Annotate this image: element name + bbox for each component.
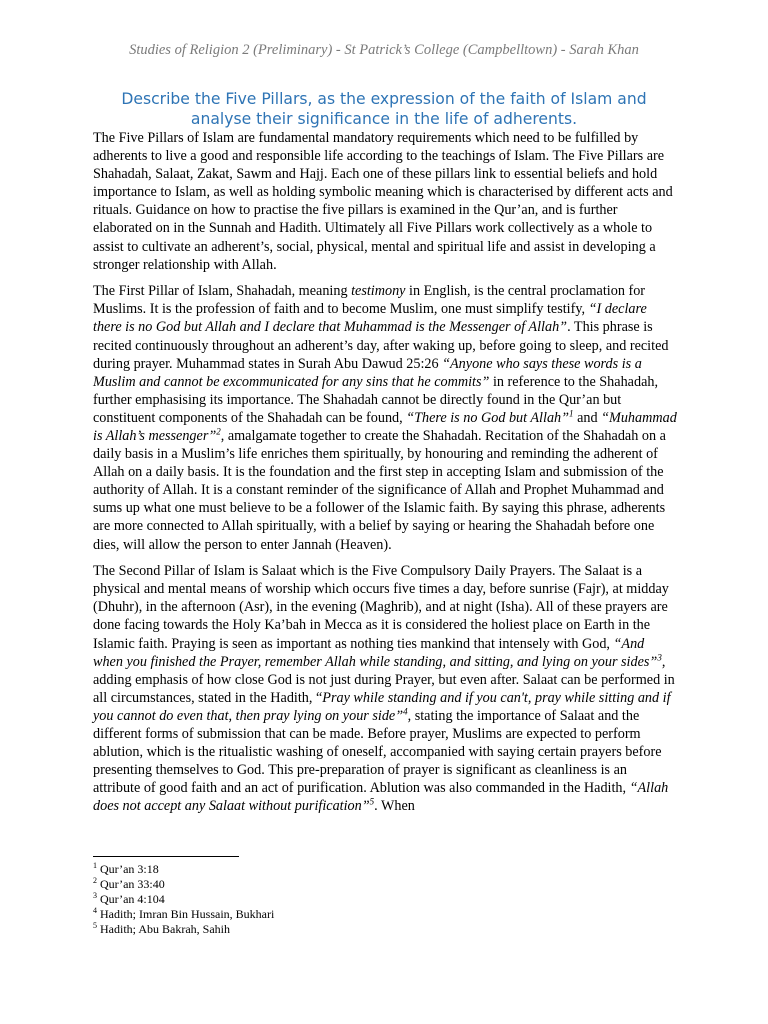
footnote-text: Hadith; Abu Bakrah, Sahih xyxy=(100,922,230,936)
text-run: , adding emphasis of how close God is not just during Prayer, but even after. Salaat can be performed in all circumstances, stated in the Hadith, “ xyxy=(93,653,675,706)
text-run: , amalgamate together to create the Shahadah. Recitation of the Shahadah on a daily basis in a Muslim’s life enriches them spiritually, by honouring and reminding the adherent of Allah on a daily basis. It is the foundation and the first step in accepting Islam and submission of the authority of Allah. It is a constant reminder of the significance of Allah and Prophet Muhammad and sums up what one must believe to be a follower of the Islamic faith. By saying this phrase, adherents are more connected to Allah spiritually, with a belief by saying or hearing the Shahadah before one dies, will allow the person to enter Jannah (Heaven). xyxy=(93,428,666,553)
footnote-ref-number: 3 xyxy=(657,651,662,662)
footnote-ref-number: 4 xyxy=(403,706,408,717)
text-run: and xyxy=(573,409,602,426)
quote-purification: “Allah does not accept any Salaat without purification” xyxy=(93,780,669,815)
footnote-separator xyxy=(93,856,239,857)
footnote-ref-number: 5 xyxy=(369,796,375,807)
quote-shahadah: “I declare there is no God but Allah and I declare that Muhammad is the Messenger of Allah” xyxy=(93,301,647,336)
essay-title-line-2: analyse their significance in the life of adherents. xyxy=(190,110,578,128)
text-run: The Second Pillar of Islam is Salaat which is the Five Compulsory Daily Prayers. The Salaat is a physical and mental means of worship which occurs five times a day, before sunrise (Fajr), at midday (Dhuhr), in the afternoon (Asr), in the evening (Maghrib), and at night (Isha). All of these prayers are done facing towards the Holy Ka’bah in Mecca as it is considered the holiest place on Earth in the Islamic faith. Praying is seen as important as nothing ties mankind that intensely with God, xyxy=(93,563,669,652)
footnote-ref-number: 2 xyxy=(216,426,221,437)
footnote-4 xyxy=(93,907,677,922)
italic-run: testimony xyxy=(351,283,406,300)
text-run: . This phrase is recited continuously throughout an adherent’s day, after waking up, before going to sleep, and recited during prayer. Muhammad states in Surah Abu Dawud 25:26 xyxy=(93,319,669,372)
footnote-number: 5 xyxy=(93,921,97,930)
footnote-text: Qur’an 33:40 xyxy=(100,877,165,891)
paragraph-shahadah xyxy=(93,282,677,553)
text-run: in English, is the central proclamation for Muslims. It is the profession of faith and to become Muslim, one must simplify testify, xyxy=(93,283,646,318)
text-run: . When xyxy=(374,798,415,815)
footnote-text: Qur’an 4:104 xyxy=(100,892,165,906)
quote-pray-while-standing: Pray while standing and if you can't, pray while sitting and if you cannot do even that, then pray lying on your side” xyxy=(93,689,671,724)
essay-title xyxy=(92,89,676,129)
footnote-number: 1 xyxy=(93,861,97,870)
text-run: The First Pillar of Islam, Shahadah, meaning xyxy=(93,283,352,300)
footnote-number: 3 xyxy=(93,891,97,900)
footnote-2 xyxy=(93,877,677,892)
paragraph-introduction: The Five Pillars of Islam are fundamental mandatory requirements which need to be fulfilled by adherents to live a good and responsible life according to the teachings of Islam. The Five Pillars are Shahadah, Salaat, Zakat, Sawm and Hajj. Each one of these pillars link to essential beliefs and hold importance to Islam, as well as holding symbolic meaning which is characterised by different acts and rituals. Guidance on how to practise the five pillars is examined in the Qur’an, and is further elaborated on in the Sunnah and Hadith. Ultimately all Five Pillars work collectively as a whole to assist to cultivate an adherent’s, social, physical, mental and spiritual life and assist in developing a stronger relationship with Allah. xyxy=(93,130,673,273)
running-header: Studies of Religion 2 (Preliminary) - St Patrick’s College (Campbelltown) - Sarah Khan xyxy=(129,42,639,58)
quote-muhammad-messenger: “Muhammad is Allah’s messenger” xyxy=(93,409,677,444)
text-run: in reference to the Shahadah, further emphasising its importance. The Shahadah cannot be directly found in the Qur’an but constituent components of the Shahadah can be found, xyxy=(93,373,659,426)
footnote-number: 4 xyxy=(93,906,97,915)
text-run: , stating the importance of Salaat and the different forms of submission that can be made. Before prayer, Muslims are expected to perform ablution, which is the ritualistic washing of oneself, accompanied with saying certain prayers before presenting themselves to God. This pre-preparation of prayer is significant as cleanliness is an attribute of good faith and an act of purification. Ablution was also commanded in the Hadith, xyxy=(93,707,662,797)
footnotes xyxy=(93,862,677,937)
quote-no-god-but-allah: “There is no God but Allah” xyxy=(406,409,570,426)
essay-title-line-1: Describe the Five Pillars, as the expression of the faith of Islam and xyxy=(121,90,647,108)
footnote-5 xyxy=(93,922,677,937)
footnote-ref-number: 1 xyxy=(569,408,574,419)
footnote-text: Qur’an 3:18 xyxy=(100,862,159,876)
footnote-number: 2 xyxy=(93,876,97,885)
footnote-text: Hadith; Imran Bin Hussain, Bukhari xyxy=(100,907,275,921)
essay-body xyxy=(93,129,677,824)
quote-remember-allah: “And when you finished the Prayer, remember Allah while standing, and sitting, and lying on your sides” xyxy=(93,635,658,670)
footnote-3 xyxy=(93,892,677,907)
paragraph-salaat xyxy=(93,562,677,815)
footnote-1 xyxy=(93,862,677,877)
quote-abu-dawud: “Anyone who says these words is a Muslim and cannot be excommunicated for any sins that he commits” xyxy=(93,355,642,390)
